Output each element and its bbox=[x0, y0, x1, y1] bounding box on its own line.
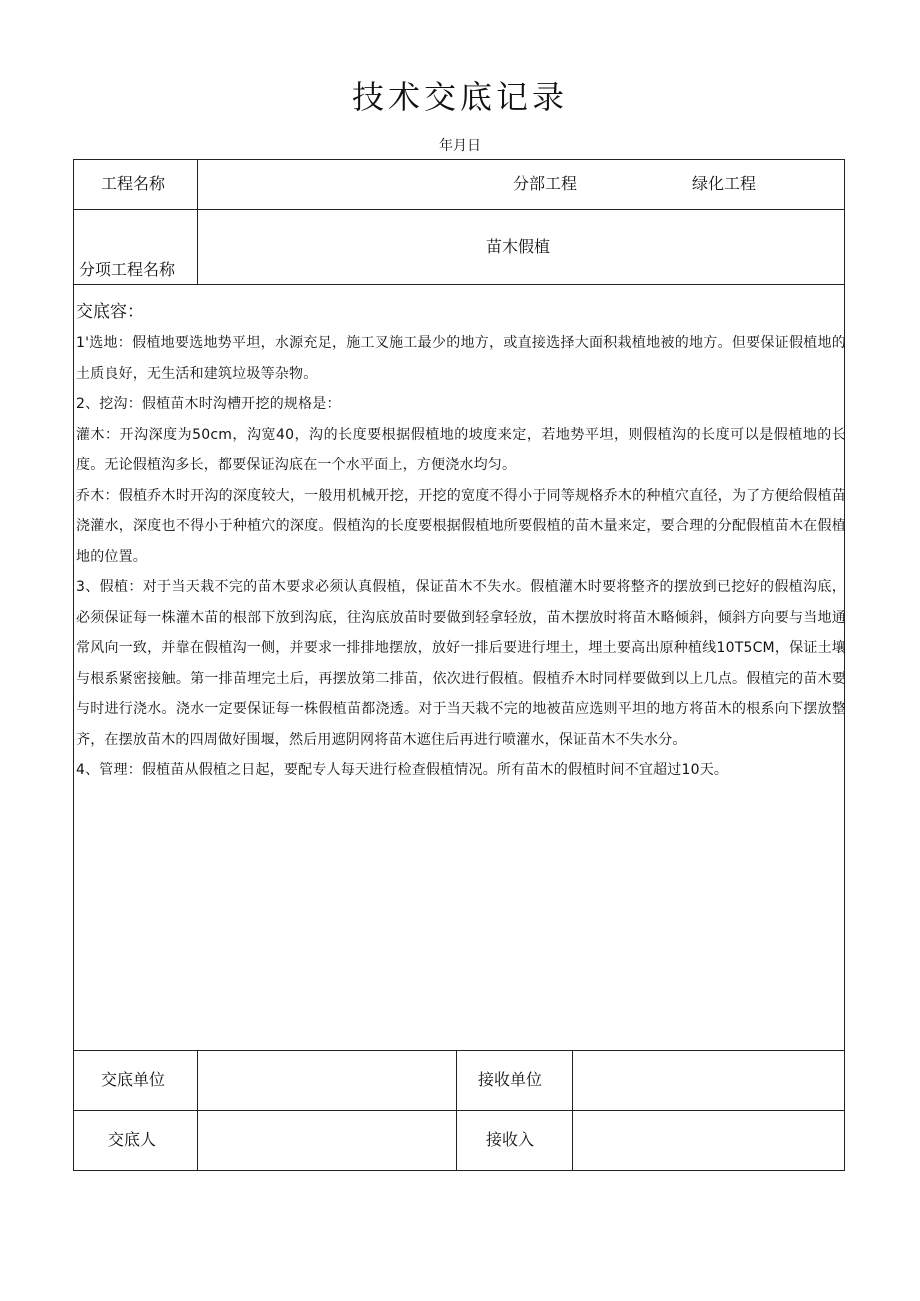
row-divider-2 bbox=[73, 284, 845, 285]
document-title: 技术交底记录 bbox=[351, 78, 568, 116]
sub-project-value: 绿化工程 bbox=[692, 174, 757, 193]
footer-col-divider-1 bbox=[197, 1050, 198, 1171]
paragraph-management: 4、管理：假植苗从假植之日起，要配专人每天进行检查假植情况。所有苗木的假植时间不宜超过10天。 bbox=[76, 762, 729, 778]
content-heading: 交底容： bbox=[76, 302, 144, 322]
handover-person-value[interactable] bbox=[205, 1129, 445, 1151]
col-divider-header bbox=[197, 159, 198, 284]
paragraph-site-selection: 1'选地：假植地要选地势平坦，水源充足，施工叉施工最少的地方，或直接选择大面积栽植地被的地方。但要保证假植地的土质良好，无生活和建筑垃圾等杂物。 bbox=[76, 335, 846, 382]
row-divider-1 bbox=[73, 209, 845, 210]
footer-col-divider-3 bbox=[572, 1050, 573, 1171]
handover-unit-value[interactable] bbox=[205, 1069, 445, 1091]
receiver-value[interactable] bbox=[580, 1129, 835, 1151]
paragraph-trenching: 2、挖沟：假植苗木时沟槽开挖的规格是： bbox=[76, 396, 341, 412]
paragraph-trees: 乔木：假植乔木时开沟的深度较大，一般用机械开挖，开挖的宽度不得小于同等规格乔木的种植穴直径，为了方便给假植苗浇灌水，深度也不得小于种植穴的深度。假植沟的长度要根据假植地所要假植的苗木量来定，要合理的分配假植苗木在假植地的位置。 bbox=[76, 487, 846, 565]
date-line: 年月日 bbox=[439, 138, 481, 154]
project-name-value[interactable] bbox=[210, 173, 490, 195]
handover-person-label: 交底人 bbox=[108, 1130, 157, 1149]
item-project-value: 苗木假植 bbox=[486, 237, 551, 256]
handover-content bbox=[76, 298, 846, 786]
footer-col-divider-2 bbox=[456, 1050, 457, 1171]
receiving-unit-value[interactable] bbox=[580, 1069, 835, 1091]
item-project-label: 分项工程名称 bbox=[79, 260, 176, 279]
project-name-label: 工程名称 bbox=[101, 174, 166, 193]
footer-top-divider bbox=[73, 1050, 845, 1051]
paragraph-heeling-in: 3、假植：对于当天栽不完的苗木要求必须认真假植，保证苗木不失水。假植灌木时要将整齐的摆放到已挖好的假植沟底，必须保证每一株灌木苗的根部下放到沟底，往沟底放苗时要做到轻拿轻放，苗木摆放时将苗木略倾斜，倾斜方向要与当地通常风向一致，并靠在假植沟一侧，并要求一排排地摆放，放好一排后要进行埋土，埋土要高出原种植线10T5CM，保证土壤与根系紧密接触。第一排苗埋完土后，再摆放第二排苗，依次进行假植。假植乔木时同样要做到以上几点。假植完的苗木要与时进行浇水。浇水一定要保证每一株假植苗都浇透。对于当天栽不完的地被苗应选则平坦的地方将苗木的根系向下摆放整齐，在摆放苗木的四周做好围堰，然后用遮阴网将苗木遮住后再进行喷灌水，保证苗木不失水分。 bbox=[76, 579, 846, 748]
receiver-label: 接收入 bbox=[486, 1130, 535, 1149]
receiving-unit-label: 接收单位 bbox=[478, 1070, 543, 1089]
sub-project-label: 分部工程 bbox=[513, 174, 578, 193]
paragraph-shrubs: 灌木：开沟深度为50cm，沟宽40，沟的长度要根据假植地的坡度来定，若地势平坦，则假植沟的长度可以是假植地的长度。无论假植沟多长，都要保证沟底在一个水平面上，方便浇水均匀。 bbox=[76, 426, 846, 473]
footer-mid-divider bbox=[73, 1110, 845, 1111]
handover-unit-label: 交底单位 bbox=[101, 1070, 166, 1089]
